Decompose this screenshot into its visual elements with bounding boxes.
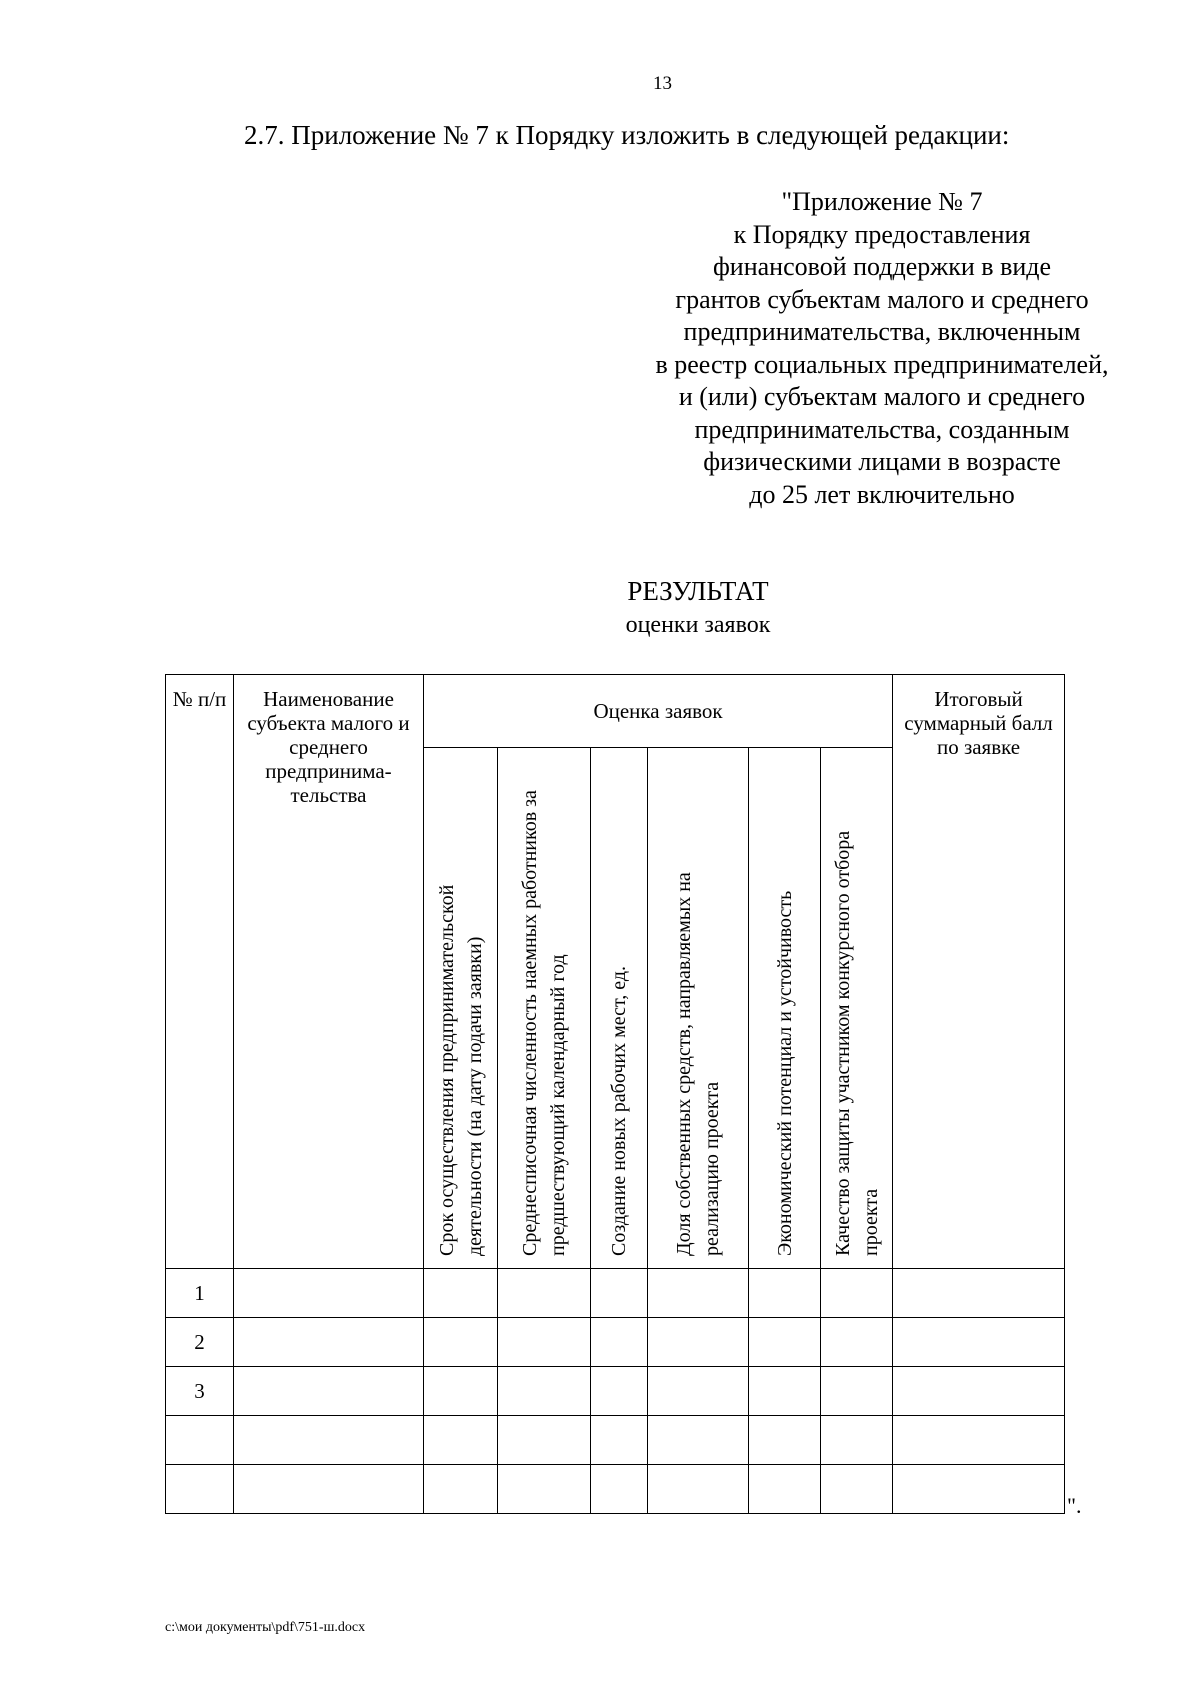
criterion-header xyxy=(424,748,498,1269)
header-total-score: Итоговый суммарный балл по заявке xyxy=(893,675,1065,1269)
table-cell xyxy=(234,1318,424,1367)
table-row xyxy=(166,1465,1065,1514)
table-cell xyxy=(893,1367,1065,1416)
document-title: РЕЗУЛЬТАТ xyxy=(627,576,769,606)
criterion-label: Срок осуществления предпринимательской деятельности (на дату подачи заявки) xyxy=(435,884,486,1256)
header-evaluation-group: Оценка заявок xyxy=(424,675,893,748)
criterion-header xyxy=(498,748,591,1269)
page-number: 13 xyxy=(653,73,672,94)
table-cell xyxy=(821,1269,893,1318)
table-cell xyxy=(498,1367,591,1416)
table-row xyxy=(166,1367,1065,1416)
header-number: № п/п xyxy=(166,675,234,1269)
table-cell xyxy=(893,1269,1065,1318)
table-cell xyxy=(821,1367,893,1416)
table-cell xyxy=(234,1269,424,1318)
appendix-line: предпринимательства, созданным xyxy=(694,414,1070,444)
criterion-header xyxy=(591,748,648,1269)
table-row xyxy=(166,1416,1065,1465)
row-number: 2 xyxy=(166,1318,234,1367)
table-cell xyxy=(424,1416,498,1465)
table-cell xyxy=(498,1318,591,1367)
table-cell xyxy=(424,1465,498,1514)
table-cell xyxy=(591,1269,648,1318)
appendix-heading xyxy=(622,186,1142,511)
table-cell xyxy=(821,1465,893,1514)
appendix-line: финансовой поддержки в виде xyxy=(712,252,1052,281)
file-path-footer: c:\мои документы\pdf\751-ш.docx xyxy=(165,1620,366,1635)
table-row xyxy=(166,1318,1065,1367)
table-row xyxy=(166,1269,1065,1318)
table-cell xyxy=(893,1318,1065,1367)
closing-quote: ". xyxy=(1067,1493,1082,1518)
appendix-line: в реестр социальных предпринимателей, xyxy=(655,349,1109,379)
criterion-header xyxy=(821,748,893,1269)
table-cell xyxy=(821,1318,893,1367)
table-cell xyxy=(749,1318,821,1367)
table-cell xyxy=(749,1465,821,1514)
table-cell xyxy=(498,1465,591,1514)
header-subject-name: Наименование субъекта малого и среднего предпринима-тельства xyxy=(234,675,424,1269)
document-subtitle: оценки заявок xyxy=(625,612,771,638)
table-cell xyxy=(821,1416,893,1465)
table-cell xyxy=(648,1465,749,1514)
appendix-line: "Приложение № 7 xyxy=(781,187,983,216)
table-cell xyxy=(648,1367,749,1416)
criterion-label: Качество защиты участником конкурсного отбора проекта xyxy=(831,830,882,1256)
appendix-line: предпринимательства, включенным xyxy=(683,317,1081,346)
amendment-intro: 2.7. Приложение № 7 к Порядку изложить в следующей редакции: xyxy=(244,120,1010,150)
table-cell xyxy=(749,1367,821,1416)
table-cell xyxy=(591,1416,648,1465)
row-number xyxy=(166,1416,234,1465)
table-cell xyxy=(234,1367,424,1416)
criterion-label: Среднесписочная численность наемных работников за предшествующий календарный год xyxy=(519,790,569,1256)
table-cell xyxy=(424,1318,498,1367)
row-number: 3 xyxy=(166,1367,234,1416)
row-number: 1 xyxy=(166,1269,234,1318)
table-cell xyxy=(498,1416,591,1465)
table-cell xyxy=(498,1269,591,1318)
criterion-label: Создание новых рабочих мест, ед. xyxy=(608,965,630,1256)
table-cell xyxy=(749,1269,821,1318)
appendix-line: физическими лицами в возрасте xyxy=(703,447,1061,476)
table-cell xyxy=(591,1318,648,1367)
table-cell xyxy=(591,1367,648,1416)
criterion-label: Доля собственных средств, направляемых на реализацию проекта xyxy=(673,872,723,1256)
criterion-header xyxy=(648,748,749,1269)
table-cell xyxy=(648,1416,749,1465)
appendix-line: и (или) субъектам малого и среднего xyxy=(678,382,1086,411)
table-cell xyxy=(648,1318,749,1367)
appendix-line: до 25 лет включительно xyxy=(749,479,1015,509)
appendix-line: к Порядку предоставления xyxy=(733,219,1031,249)
table-cell xyxy=(893,1416,1065,1465)
results-table xyxy=(165,674,1065,1514)
table-cell xyxy=(424,1367,498,1416)
table-cell xyxy=(234,1465,424,1514)
table-cell xyxy=(234,1416,424,1465)
table-cell xyxy=(591,1465,648,1514)
table-cell xyxy=(749,1416,821,1465)
table-cell xyxy=(424,1269,498,1318)
appendix-line: грантов субъектам малого и среднего xyxy=(675,284,1089,314)
table-cell xyxy=(648,1269,749,1318)
table-cell xyxy=(893,1465,1065,1514)
criterion-header xyxy=(749,748,821,1269)
row-number xyxy=(166,1465,234,1514)
criterion-label: Экономический потенциал и устойчивость xyxy=(773,890,796,1256)
